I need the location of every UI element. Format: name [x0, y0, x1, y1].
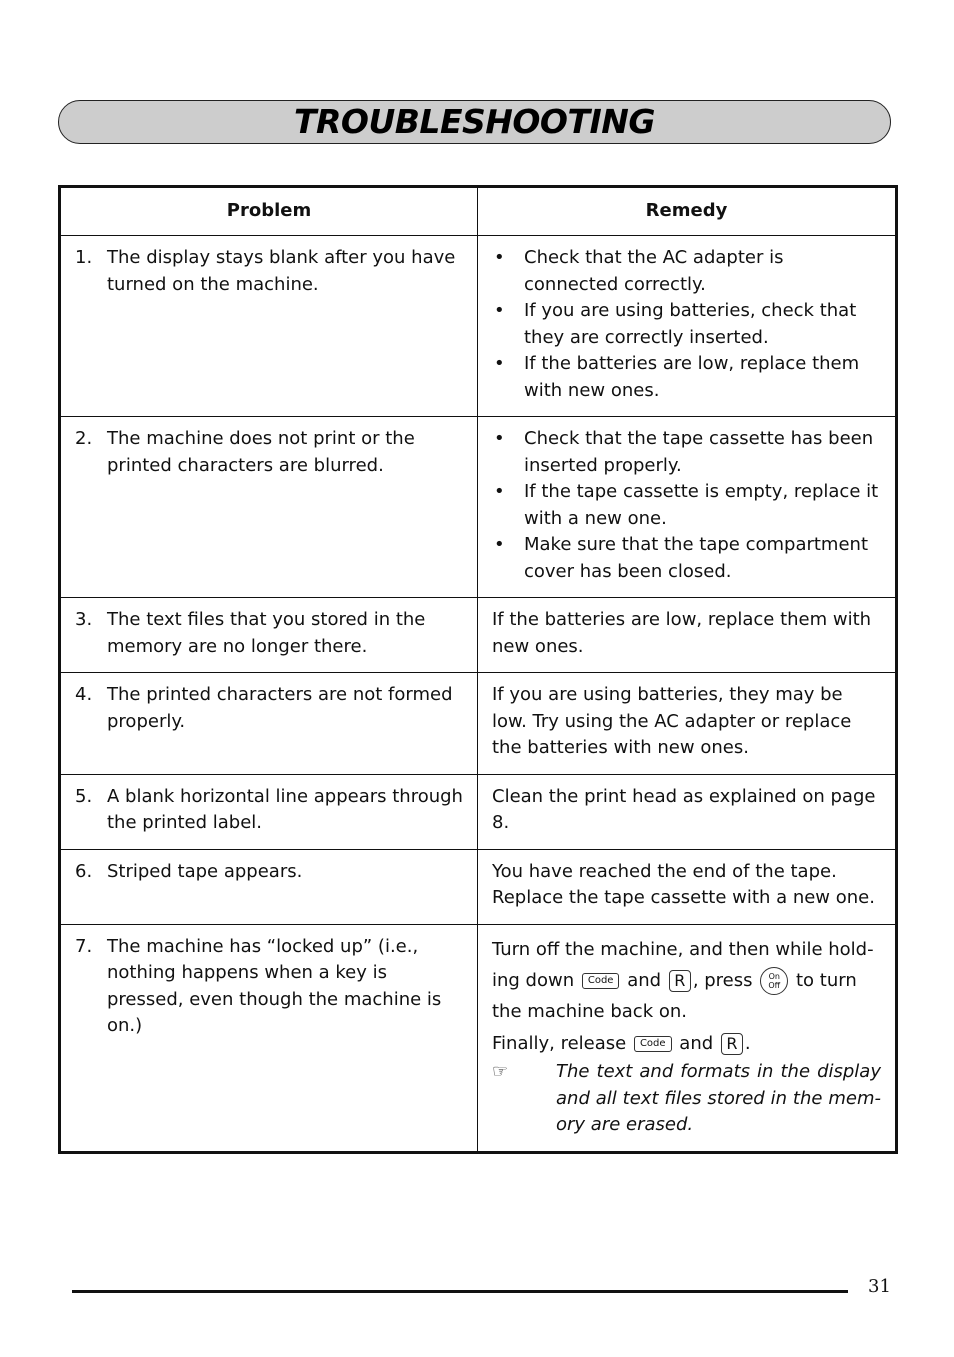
remedy-list	[492, 245, 881, 404]
footer-rule	[72, 1290, 848, 1293]
problem-text: The printed characters are not formed properly.	[107, 684, 453, 732]
remedy-cell: You have reached the end of the tape. Replace the tape cassette with a new one.	[478, 849, 897, 924]
row-number: 4.	[75, 684, 93, 705]
table-header-row	[60, 187, 897, 236]
problem-cell	[60, 673, 478, 775]
remedy-text: If you are using batteries, check that they are correctly inserted.	[524, 300, 857, 348]
remedy-text: to turn the machine back on.	[492, 969, 857, 1022]
remedy-text: Turn off the machine, and then while hold-ing down	[492, 938, 874, 991]
note-text: The text and formats in the display and all text files stored in the mem-ory are erased.	[556, 1061, 881, 1135]
table-row	[60, 417, 897, 598]
list-item	[492, 351, 881, 404]
row-number: 7.	[75, 935, 93, 957]
remedy-paragraph-2	[492, 1031, 881, 1058]
remedy-text: Finally, release	[492, 1032, 627, 1054]
remedy-cell: If you are using batteries, they may be low. Try using the AC adapter or replace the batteries with new ones.	[478, 673, 897, 775]
remedy-paragraph-1	[492, 934, 881, 1027]
row-number: 2.	[75, 428, 93, 449]
code-key-icon: Code	[582, 973, 620, 989]
table-row	[60, 236, 897, 417]
remedy-text: and	[679, 1032, 714, 1054]
row-number: 1.	[75, 247, 93, 268]
remedy-cell	[478, 417, 897, 598]
remedy-cell: Clean the print head as explained on page 8.	[478, 774, 897, 849]
problem-text: The display stays blank after you have turned on the machine.	[107, 247, 456, 295]
remedy-cell	[478, 236, 897, 417]
remedy-text: Check that the AC adapter is connected correctly.	[524, 247, 784, 295]
problem-text: Striped tape appears.	[107, 860, 303, 882]
problem-cell	[60, 236, 478, 417]
header-problem: Problem	[60, 187, 478, 236]
remedy-cell: If the batteries are low, replace them with new ones.	[478, 598, 897, 673]
off-label: Off	[768, 980, 781, 990]
remedy-text: Make sure that the tape compartment cover has been closed.	[524, 534, 869, 582]
list-item	[492, 479, 881, 532]
remedy-cell	[478, 924, 897, 1152]
table-row	[60, 673, 897, 775]
bullet-icon: •	[494, 428, 505, 449]
table-row	[60, 598, 897, 673]
problem-text: A blank horizontal line appears through the printed label.	[107, 785, 463, 833]
page-title: TROUBLESHOOTING	[294, 102, 655, 141]
on-label: On	[768, 971, 780, 981]
list-item	[492, 245, 881, 298]
remedy-list	[492, 426, 881, 585]
remedy-text: Check that the tape cassette has been inserted properly.	[524, 428, 874, 476]
code-key-icon: Code	[634, 1036, 672, 1052]
title-banner	[58, 100, 891, 144]
problem-cell	[60, 774, 478, 849]
row-number: 5.	[75, 785, 93, 807]
r-key-icon: R	[669, 970, 691, 992]
remedy-text: If the batteries are low, replace them with new ones.	[524, 353, 860, 401]
header-remedy: Remedy	[478, 187, 897, 236]
row-number: 6.	[75, 860, 93, 882]
bullet-icon: •	[494, 300, 505, 321]
row-number: 3.	[75, 609, 93, 630]
bullet-icon: •	[494, 353, 505, 374]
table-row	[60, 849, 897, 924]
table-row	[60, 924, 897, 1152]
problem-cell	[60, 598, 478, 673]
list-item	[492, 298, 881, 351]
remedy-text: , press	[692, 969, 753, 991]
pointing-hand-icon: ☞	[492, 1061, 509, 1082]
note	[492, 1059, 881, 1139]
on-off-key-icon	[760, 967, 788, 995]
r-key-icon: R	[721, 1033, 743, 1055]
list-item	[492, 532, 881, 585]
remedy-text: and	[627, 969, 662, 991]
problem-text: The text files that you stored in the memory are no longer there.	[107, 609, 426, 657]
remedy-text: .	[744, 1032, 751, 1054]
remedy-text: If the tape cassette is empty, replace it with a new one.	[524, 481, 879, 529]
problem-cell	[60, 417, 478, 598]
bullet-icon: •	[494, 534, 505, 555]
problem-cell	[60, 849, 478, 924]
bullet-icon: •	[494, 481, 505, 502]
page-number: 31	[868, 1276, 891, 1297]
problem-text: The machine does not print or the printed characters are blurred.	[107, 428, 415, 476]
bullet-icon: •	[494, 247, 505, 268]
troubleshooting-table	[58, 185, 898, 1154]
problem-text: The machine has “locked up” (i.e., nothing happens when a key is pressed, even though the machine is on.)	[107, 935, 442, 1036]
list-item	[492, 426, 881, 479]
problem-cell	[60, 924, 478, 1152]
table-row	[60, 774, 897, 849]
